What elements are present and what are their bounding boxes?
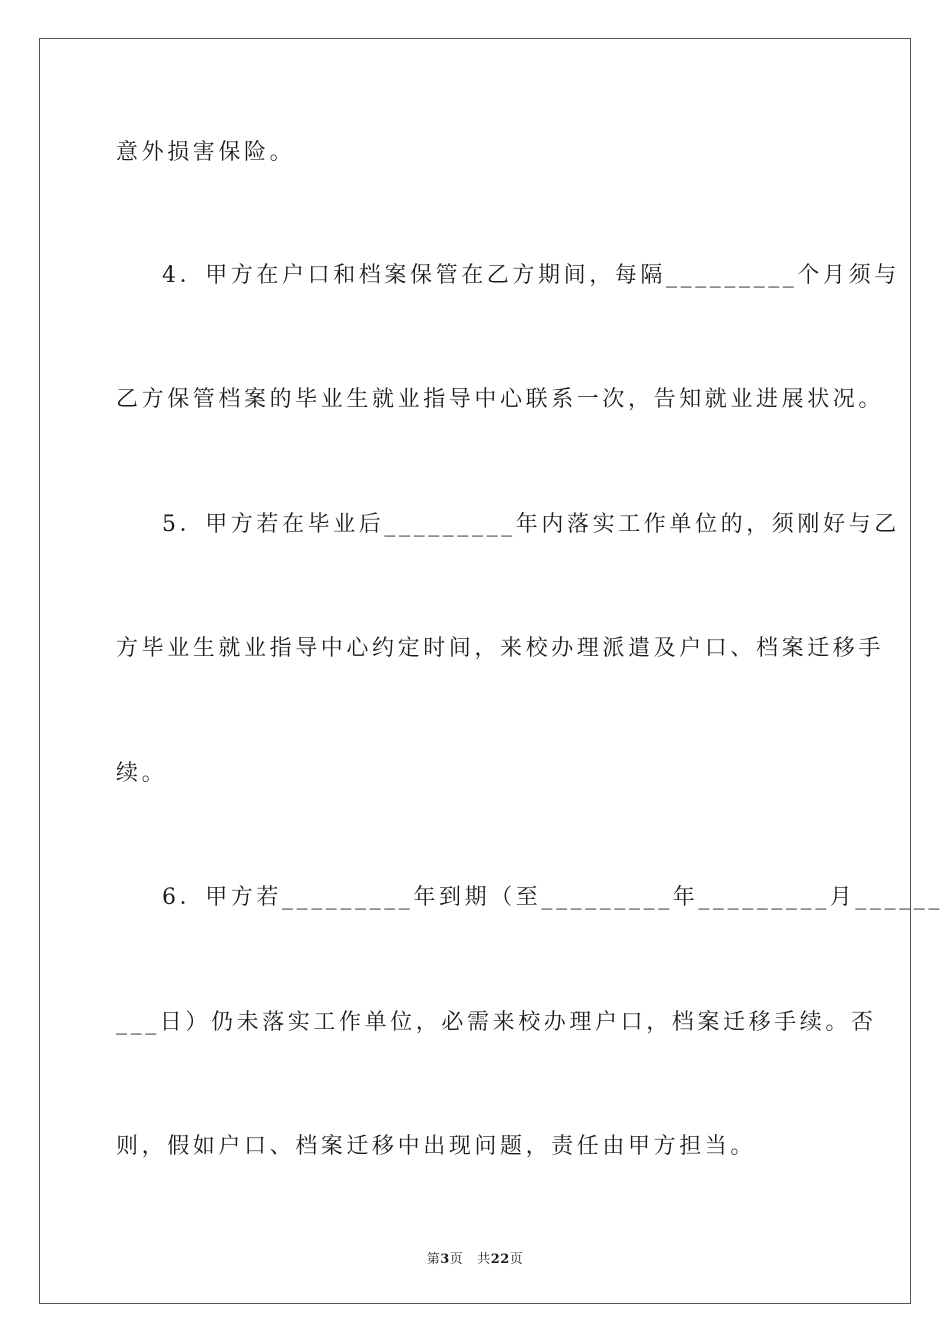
paragraph-line-5: 方毕业生就业指导中心约定时间，来校办理派遣及户口、档案迁移手	[116, 636, 885, 661]
paragraph-line-3: 乙方保管档案的毕业生就业指导中心联系一次，告知就业进展状况。	[116, 387, 885, 412]
paragraph-line-9: 则，假如户口、档案迁移中出现问题，责任由甲方担当。	[116, 1134, 757, 1159]
page-border	[39, 38, 943, 1304]
paragraph-line-7: 6．甲方若_________年到期（至_________年_________月______	[162, 885, 943, 910]
footer-page-number: 3	[440, 1252, 450, 1267]
paragraph-line-2: 4．甲方在户口和档案保管在乙方期间，每隔_________个月须与	[162, 263, 900, 288]
footer-page-suffix: 页	[449, 1252, 464, 1267]
footer-total-pages: 22	[490, 1252, 510, 1267]
paragraph-line-4: 5．甲方若在毕业后_________年内落实工作单位的，须刚好与乙	[162, 512, 900, 537]
footer-prefix: 第	[426, 1252, 441, 1267]
footer-total-prefix: 共	[477, 1252, 491, 1267]
paragraph-line-1: 意外损害保险。	[116, 140, 296, 165]
footer-total-suffix: 页	[509, 1252, 524, 1267]
paragraph-line-8: ___日）仍未落实工作单位，必需来校办理户口，档案迁移手续。否	[116, 1010, 877, 1035]
page-footer	[0, 1248, 950, 1267]
paragraph-line-6: 续。	[116, 761, 168, 786]
